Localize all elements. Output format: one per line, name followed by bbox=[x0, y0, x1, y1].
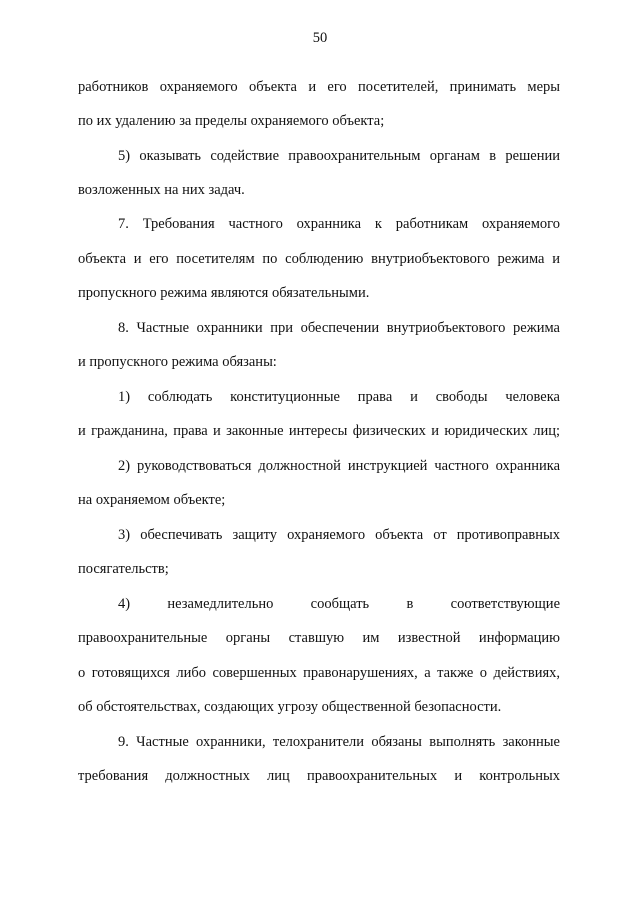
text-line: 9. Частные охранники, телохранители обязаны выполнять законные bbox=[118, 734, 560, 750]
text-line: 4) незамедлительно сообщать в соответствующие bbox=[118, 596, 560, 612]
text-line: 1) соблюдать конституционные права и свободы человека bbox=[118, 389, 560, 405]
text-line: 8. Частные охранники при обеспечении внутриобъектового режима bbox=[118, 320, 560, 336]
page-number: 50 bbox=[312, 30, 328, 46]
text-line: по их удалению за пределы охраняемого объекта; bbox=[78, 113, 385, 129]
text-line: на охраняемом объекте; bbox=[78, 492, 226, 508]
text-line: правоохранительные органы ставшую им известной информацию bbox=[78, 630, 560, 646]
text-line: об обстоятельствах, создающих угрозу общественной безопасности. bbox=[78, 699, 502, 715]
text-line: возложенных на них задач. bbox=[78, 182, 245, 198]
text-line: работников охраняемого объекта и его посетителей, принимать меры bbox=[78, 79, 560, 95]
text-line: о готовящихся либо совершенных правонарушениях, а также о действиях, bbox=[78, 665, 560, 681]
text-line: 2) руководствоваться должностной инструкцией частного охранника bbox=[118, 458, 560, 474]
text-line: 3) обеспечивать защиту охраняемого объекта от противоправных bbox=[118, 527, 560, 543]
text-line: и гражданина, права и законные интересы физических и юридических лиц; bbox=[78, 423, 560, 439]
text-line: требования должностных лиц правоохранительных и контрольных bbox=[78, 768, 560, 784]
text-line: посягательств; bbox=[78, 561, 169, 577]
text-line: 7. Требования частного охранника к работникам охраняемого bbox=[118, 216, 560, 232]
text-line: и пропускного режима обязаны: bbox=[78, 354, 277, 370]
text-line: объекта и его посетителям по соблюдению внутриобъектового режима и bbox=[78, 251, 560, 267]
text-line: 5) оказывать содействие правоохранительным органам в решении bbox=[118, 148, 560, 164]
text-line: пропускного режима являются обязательными. bbox=[78, 285, 370, 301]
